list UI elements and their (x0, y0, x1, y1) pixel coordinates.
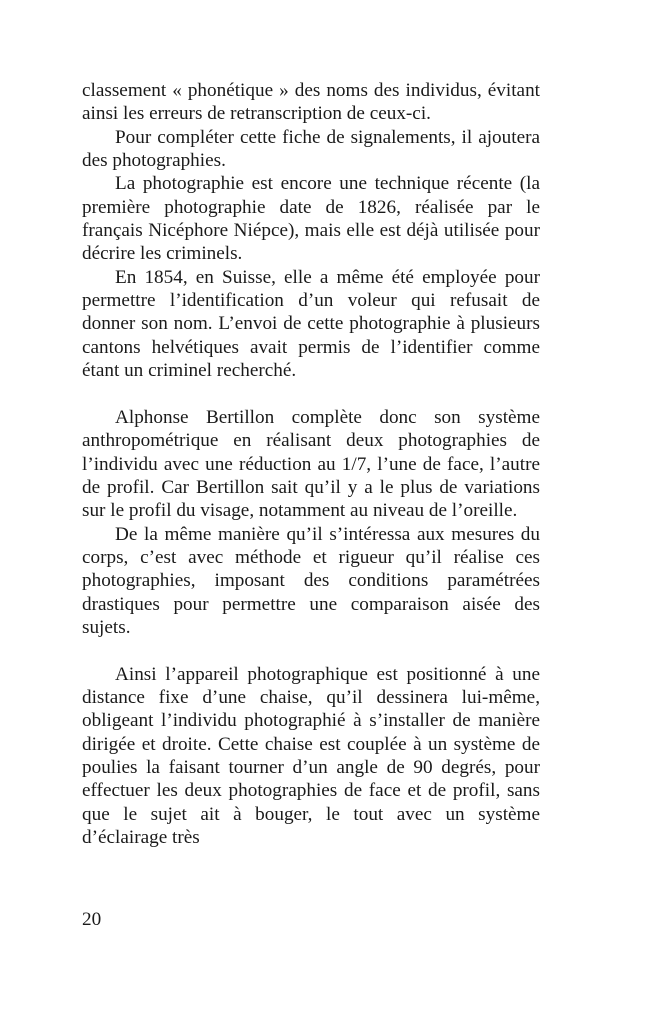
paragraph: La photographie est encore une technique récente (la première photographie date de 1826, réalisée par le français Nicéphore Niépce), mais elle est déjà utilisée pour décrire les criminels. (82, 173, 540, 265)
paragraph: Pour compléter cette fiche de signalements, il ajoutera des photographies. (82, 126, 540, 172)
page-number: 20 (82, 909, 102, 930)
paragraph: De la même manière qu’il s’intéressa aux mesures du corps, c’est avec méthode et rigueur qu’il réalise ces photographies, imposant des conditions paramétrées drastiques pour permettre une comparaison aisée des sujets. (82, 523, 540, 638)
paragraph: Alphonse Bertillon complète donc son système anthropométrique en réalisant deux photographies de l’individu avec une réduction au 1/7, l’une de face, l’autre de profil. Car Bertillon sait qu’il y a le plus de variations sur le profil du visage, notamment au niveau de l’oreille. (82, 406, 540, 522)
paragraph-final: Ainsi l’appareil photographique est positionné à une distance fixe d’une chaise, qu’il dessinera lui-même, obligeant l’individu photographié à s’installer de manière dirigée et droite. Cette chaise est couplée à un système de poulies la faisant tourner d’un angle de 90 degrés, pour effectuer les deux photographies de face et de profil, sans que le sujet ait à bouger, le tout avec un système d’éclairage très (82, 663, 540, 848)
paragraph-gap (82, 639, 540, 662)
paragraph: En 1854, en Suisse, elle a même été employée pour permettre l’identification d’un voleur qui refusait de donner son nom. L’envoi de cette photographie à plusieurs cantons helvétiques avait permis de l’identifier comme étant un criminel recherché. (82, 266, 540, 382)
page-body (82, 79, 540, 849)
paragraph-gap (82, 382, 540, 405)
paragraph-continuation: classement « phonétique » des noms des individus, évitant ainsi les erreurs de retranscription de ceux-ci. (82, 80, 540, 125)
